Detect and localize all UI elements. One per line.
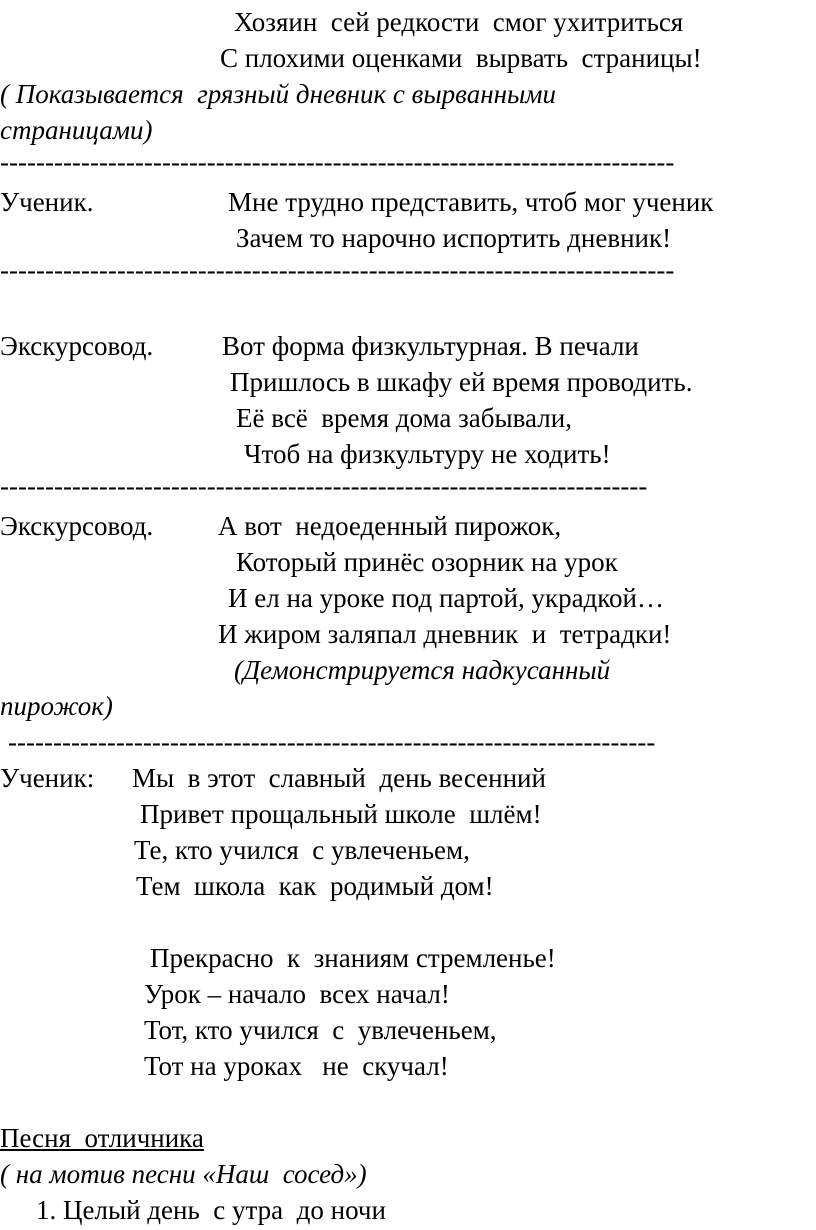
student-2-line-6: Урок – начало всех начал! [144, 979, 450, 1009]
separator-1: --------------------------------------------------------------------------- [0, 147, 675, 177]
guide-2-line-3: И ел на уроке под партой, украдкой… [228, 583, 664, 613]
song-verse-1-line-1: 1. Целый день с утра до ночи [36, 1195, 386, 1225]
song-subtitle: ( на мотив песни «Наш сосед») [0, 1159, 367, 1189]
speaker-student-1: Ученик. [0, 187, 94, 217]
guide-1-line-4: Чтоб на физкультуру не ходить! [244, 439, 611, 469]
guide-1-line-2: Пришлось в шкафу ей время проводить. [230, 367, 693, 397]
speaker-guide-2: Экскурсовод. [0, 511, 154, 541]
speaker-student-2: Ученик: [0, 763, 95, 793]
song-title: Песня отличника [0, 1123, 204, 1153]
guide-1-line-3: Её всё время дома забывали, [236, 403, 572, 433]
separator-2: --------------------------------------------------------------------------- [0, 255, 675, 285]
intro-stage-direction-line-1: ( Показывается грязный дневник с вырванными [0, 79, 557, 109]
guide-2-stage-direction-line-2: пирожок) [0, 691, 113, 721]
separator-3: ------------------------------------------------------------------------ [0, 471, 648, 501]
speaker-guide-1: Экскурсовод. [0, 331, 154, 361]
intro-stage-direction-line-2: страницами) [0, 115, 153, 145]
guide-2-stage-direction-line-1: (Демонстрируется надкусанный [234, 655, 611, 685]
student-1-line-1: Мне трудно представить, чтоб мог ученик [228, 187, 714, 217]
guide-2-line-2: Который принёс озорник на урок [236, 547, 618, 577]
student-2-line-1: Мы в этот славный день весенний [132, 763, 546, 793]
intro-line-1: Хозяин сей редкости смог ухитриться [234, 7, 684, 37]
student-2-line-8: Тот на уроках не скучал! [144, 1051, 449, 1081]
student-1-line-2: Зачем то нарочно испортить дневник! [236, 223, 672, 253]
intro-line-2: С плохими оценками вырвать страницы! [220, 43, 702, 73]
guide-2-line-4: И жиром заляпал дневник и тетрадки! [218, 619, 672, 649]
student-2-line-4: Тем школа как родимый дом! [136, 871, 494, 901]
student-2-line-2: Привет прощальный школе шлём! [140, 799, 542, 829]
student-2-line-5: Прекрасно к знаниям стремленье! [150, 943, 556, 973]
separator-4: ------------------------------------------------------------------------ [8, 727, 656, 757]
guide-1-line-1: Вот форма физкультурная. В печали [222, 331, 639, 361]
guide-2-line-1: А вот недоеденный пирожок, [218, 511, 562, 541]
student-2-line-7: Тот, кто учился с увлеченьем, [144, 1015, 497, 1045]
student-2-line-3: Те, кто учился с увлеченьем, [134, 835, 470, 865]
